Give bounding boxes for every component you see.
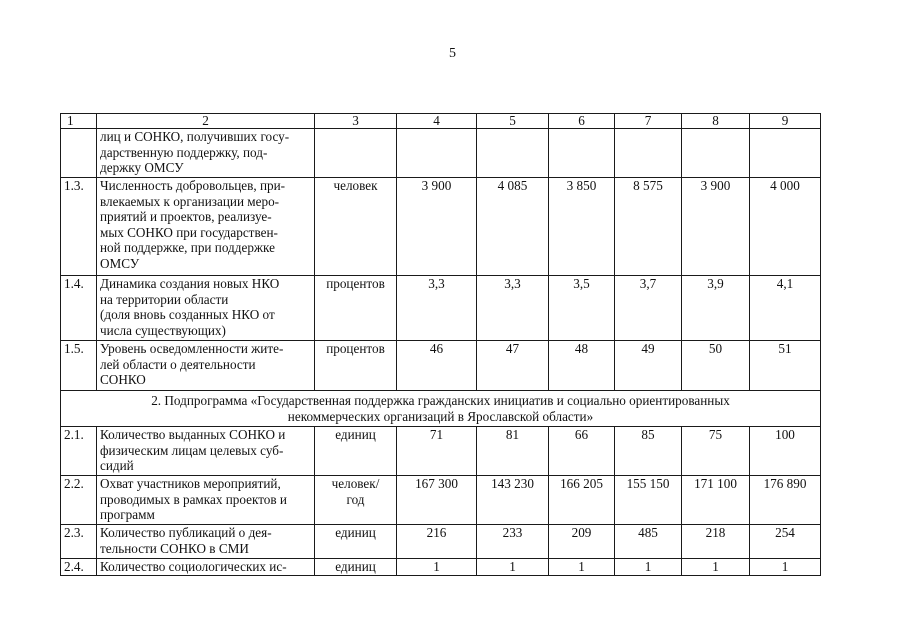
column-number: 1	[61, 114, 97, 129]
indicator-name-line: ОМСУ	[100, 255, 140, 271]
indicator-name-line: Динамика создания новых НКО	[100, 276, 280, 291]
column-number: 3	[315, 114, 397, 129]
value-cell: 155 150	[615, 476, 682, 525]
value-cell: 8 575	[615, 178, 682, 276]
row-code: 1.4.	[61, 276, 97, 341]
indicator-name	[97, 427, 315, 476]
unit-line: человек/	[331, 476, 380, 491]
value-cell: 85	[615, 427, 682, 476]
unit-cell	[315, 129, 397, 178]
value-cell: 3,3	[477, 276, 549, 341]
indicator-name-line: сидий	[100, 458, 134, 473]
indicator-name-line: держку ОМСУ	[100, 160, 184, 175]
row-code: 2.1.	[61, 427, 97, 476]
indicator-name-line: ной поддержке, при поддержке	[100, 240, 275, 255]
indicator-name-line: Количество выданных СОНКО и	[100, 427, 286, 442]
indicator-name-line: Охват участников мероприятий,	[100, 476, 281, 491]
indicator-name-line: приятий и проектов, реализуе-	[100, 209, 272, 224]
indicator-name-line: тельности СОНКО в СМИ	[100, 540, 249, 556]
indicator-name-line: Уровень осведомленности жите-	[100, 341, 284, 356]
indicator-name-line: лей области о деятельности	[100, 356, 256, 372]
unit-line: год	[346, 491, 365, 507]
unit-cell: единиц	[315, 525, 397, 559]
value-cell: 3,3	[397, 276, 477, 341]
row-code	[61, 129, 97, 178]
value-cell: 1	[397, 559, 477, 576]
indicator-name	[97, 525, 315, 559]
value-cell: 50	[682, 341, 750, 391]
value-cell: 3 900	[682, 178, 750, 276]
value-cell: 47	[477, 341, 549, 391]
value-cell: 1	[682, 559, 750, 576]
indicator-name	[97, 129, 315, 178]
section-title-line: некоммерческих организаций в Ярославской области»	[287, 408, 594, 424]
value-cell: 81	[477, 427, 549, 476]
row-code: 2.4.	[61, 559, 97, 576]
indicator-name-line: СОНКО	[100, 372, 146, 387]
indicator-name	[97, 276, 315, 341]
section-title-line: 2. Подпрограмма «Государственная поддержка гражданских инициатив и социально ориентированных	[151, 393, 730, 408]
row-code: 1.5.	[61, 341, 97, 391]
indicator-name-line: на территории области	[100, 291, 229, 307]
unit-cell: человек	[315, 178, 397, 276]
value-cell: 233	[477, 525, 549, 559]
value-cell: 4,1	[750, 276, 821, 341]
indicator-name-line: Численность добровольцев, при-	[100, 178, 286, 193]
indicator-name-line: (доля вновь созданных НКО от	[100, 307, 275, 322]
value-cell: 254	[750, 525, 821, 559]
value-cell: 209	[549, 525, 615, 559]
table-row-2-3	[61, 525, 821, 559]
value-cell: 100	[750, 427, 821, 476]
indicator-name-line: числа существующих)	[100, 322, 226, 338]
value-cell: 3,7	[615, 276, 682, 341]
indicator-name-line: проводимых в рамках проектов и	[100, 491, 287, 507]
indicator-name-line: влекаемых к организации меро-	[100, 193, 280, 209]
value-cell: 167 300	[397, 476, 477, 525]
table-row-2-4	[61, 559, 821, 576]
value-cell: 66	[549, 427, 615, 476]
value-cell: 3,9	[682, 276, 750, 341]
indicator-name	[97, 559, 315, 576]
row-code: 2.2.	[61, 476, 97, 525]
section-title	[61, 391, 821, 427]
value-cell: 171 100	[682, 476, 750, 525]
unit-cell	[315, 476, 397, 525]
indicator-name-line: Количество публикаций о дея-	[100, 525, 272, 540]
row-code: 1.3.	[61, 178, 97, 276]
value-cell: 3 850	[549, 178, 615, 276]
table-row-1-5	[61, 341, 821, 391]
value-cell: 166 205	[549, 476, 615, 525]
value-cell: 71	[397, 427, 477, 476]
value-cell: 218	[682, 525, 750, 559]
value-cell	[750, 129, 821, 178]
value-cell: 46	[397, 341, 477, 391]
indicator-name-line: Количество социологических ис-	[100, 559, 287, 574]
indicator-name	[97, 178, 315, 276]
unit-cell: процентов	[315, 341, 397, 391]
value-cell: 1	[615, 559, 682, 576]
indicator-name-line: программ	[100, 507, 155, 522]
value-cell: 485	[615, 525, 682, 559]
column-number: 4	[397, 114, 477, 129]
indicator-name-line: лиц и СОНКО, получивших госу-	[100, 129, 290, 144]
value-cell: 4 085	[477, 178, 549, 276]
column-number: 7	[615, 114, 682, 129]
value-cell: 143 230	[477, 476, 549, 525]
section-2-row	[61, 391, 821, 427]
value-cell	[477, 129, 549, 178]
column-number: 6	[549, 114, 615, 129]
table-row-continued	[61, 129, 821, 178]
value-cell: 3,5	[549, 276, 615, 341]
indicator-name-line: физическим лицам целевых суб-	[100, 442, 284, 458]
value-cell	[549, 129, 615, 178]
column-number: 9	[750, 114, 821, 129]
value-cell: 1	[750, 559, 821, 576]
value-cell: 1	[549, 559, 615, 576]
value-cell: 75	[682, 427, 750, 476]
unit-cell: единиц	[315, 559, 397, 576]
value-cell: 51	[750, 341, 821, 391]
value-cell	[615, 129, 682, 178]
indicator-name	[97, 476, 315, 525]
indicators-table	[60, 113, 821, 576]
value-cell: 4 000	[750, 178, 821, 276]
table-row-2-2	[61, 476, 821, 525]
value-cell: 176 890	[750, 476, 821, 525]
column-number: 2	[97, 114, 315, 129]
value-cell	[397, 129, 477, 178]
table-row-1-4	[61, 276, 821, 341]
value-cell: 1	[477, 559, 549, 576]
column-number: 8	[682, 114, 750, 129]
indicator-name-line: мых СОНКО при государствен-	[100, 224, 278, 240]
indicator-name	[97, 341, 315, 391]
row-code: 2.3.	[61, 525, 97, 559]
table-row-2-1	[61, 427, 821, 476]
page-number: 5	[449, 46, 456, 61]
indicator-name-line: дарственную поддержку, под-	[100, 144, 268, 160]
column-numbers-row	[61, 114, 821, 129]
column-number: 5	[477, 114, 549, 129]
value-cell: 216	[397, 525, 477, 559]
unit-cell: единиц	[315, 427, 397, 476]
unit-cell: процентов	[315, 276, 397, 341]
value-cell: 3 900	[397, 178, 477, 276]
value-cell: 48	[549, 341, 615, 391]
value-cell: 49	[615, 341, 682, 391]
table-row-1-3	[61, 178, 821, 276]
value-cell	[682, 129, 750, 178]
